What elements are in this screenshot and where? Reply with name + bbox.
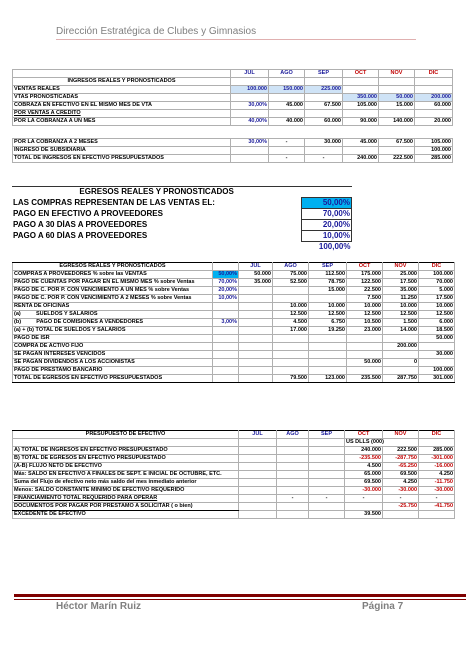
row-label: B) TOTAL DE EGRESOS EN EFECTIVO PRESUPUESTADO <box>13 455 239 463</box>
cell: 50.000 <box>379 94 415 102</box>
cell: - <box>419 495 455 503</box>
cell: 112.500 <box>309 271 347 279</box>
cell: 35.000 <box>239 279 273 287</box>
cell <box>415 86 453 94</box>
table-row <box>13 479 455 487</box>
cell: - <box>269 155 305 163</box>
row-label: PAGO EN EFECTIVO A PROVEEDORES <box>13 209 163 218</box>
page-header-title: Dirección Estratégica de Clubes y Gimnasios <box>56 26 257 37</box>
cell: 285.000 <box>419 447 455 455</box>
cell: -287.750 <box>383 455 419 463</box>
assumptions-title-row <box>12 187 352 198</box>
income-header-row <box>13 70 453 78</box>
cell: 67.500 <box>379 139 415 147</box>
cell: 52.500 <box>273 279 309 287</box>
row-label: Menos: SALDO CONSTANTE MÍNIMO DE EFECTIVO REQUERIDO <box>13 487 239 495</box>
cell: 3,00% <box>213 319 239 327</box>
table-row <box>13 279 455 287</box>
table-row <box>13 303 455 311</box>
col-jul: JUL <box>231 70 269 78</box>
cell: 70,00% <box>301 209 351 220</box>
cell: 15.000 <box>379 102 415 110</box>
table-row <box>13 335 455 343</box>
cell: 200.000 <box>415 94 453 102</box>
cell: 18.500 <box>419 327 455 335</box>
row-label: A) TOTAL DE INGRESOS EN EFECTIVO PRESUPUESTADO <box>13 447 239 455</box>
expense-table <box>12 262 455 383</box>
cell: 11.250 <box>383 295 419 303</box>
cell: - <box>305 155 343 163</box>
cell: 40,00% <box>231 118 269 126</box>
cell: 100.000 <box>419 367 455 375</box>
cell: -30.000 <box>383 487 419 495</box>
col-jul: JUL <box>239 431 277 439</box>
row-label: POR LA COBRANZA A UN MES <box>13 118 231 126</box>
cell: 222.500 <box>379 155 415 163</box>
cell: 12.500 <box>347 311 383 319</box>
cell: 100.000 <box>231 86 269 94</box>
row-label: Suma del Flujo de efectivo neto más saldo del mes inmediato anterior <box>13 479 239 487</box>
cell: 20,00% <box>301 220 351 231</box>
cell: 140.000 <box>379 118 415 126</box>
row-label: PAGO DE CUENTAS POR PAGAR EN EL MISMO MES % sobre Ventas <box>13 279 213 287</box>
cell: 10.000 <box>419 303 455 311</box>
cell: 50,00% <box>301 198 351 209</box>
cell: 4.500 <box>273 319 309 327</box>
header-divider <box>56 39 416 40</box>
cell: 69.500 <box>345 479 383 487</box>
cell: 69.500 <box>383 471 419 479</box>
cell: 65.000 <box>345 471 383 479</box>
cell: 12.500 <box>419 311 455 319</box>
cell: 12.500 <box>383 311 419 319</box>
col-oct: OCT <box>343 70 379 78</box>
cell: 20,00% <box>213 287 239 295</box>
row-label: COMPRA DE ACTIVO FIJO <box>13 343 213 351</box>
income-header-blank <box>13 70 231 78</box>
table-row <box>13 487 455 495</box>
table-row <box>13 110 453 118</box>
table-row <box>13 139 453 147</box>
table-row <box>13 511 455 519</box>
cell: 10.500 <box>347 319 383 327</box>
table-row <box>12 198 352 209</box>
table-row <box>13 102 453 110</box>
cell: 39.500 <box>345 511 383 519</box>
cell: 301.000 <box>419 375 455 383</box>
cell: - <box>309 495 345 503</box>
table-row <box>13 287 455 295</box>
cell: 7.500 <box>347 295 383 303</box>
cell: - <box>345 495 383 503</box>
cell: 75.000 <box>273 271 309 279</box>
cell: 40.000 <box>269 118 305 126</box>
cell: 12.500 <box>309 311 347 319</box>
table-row <box>13 319 455 327</box>
cash-budget-table <box>12 430 455 519</box>
table-row <box>12 231 352 242</box>
cell: 10.000 <box>383 303 419 311</box>
table-row <box>13 271 455 279</box>
row-label: INGRESO DE SUBSIDIARIA <box>13 147 231 155</box>
cell: 105.000 <box>343 102 379 110</box>
row-label: RENTA DE OFICINAS <box>13 303 213 311</box>
cell: 4.250 <box>383 479 419 487</box>
income-title: INGRESOS REALES Y PRONOSTICADOS <box>13 78 231 86</box>
assumptions-title: EGRESOS REALES Y PRONOSTICADOS <box>12 187 301 198</box>
cell <box>231 94 269 102</box>
cell: 22.500 <box>347 287 383 295</box>
table-row <box>12 242 352 253</box>
cell: 30,00% <box>231 139 269 147</box>
table-row <box>13 447 455 455</box>
cell: 10,00% <box>213 295 239 303</box>
col-ago: AGO <box>273 263 309 271</box>
row-label: (b) PAGO DE COMISIONES A VENDEDORES <box>13 319 213 327</box>
cell: 287.750 <box>383 375 419 383</box>
cell <box>343 86 379 94</box>
row-label: COMPRAS A PROVEEDORES % sobre las VENTAS <box>13 271 213 279</box>
cell: 225.000 <box>305 86 343 94</box>
cell: 6.750 <box>309 319 347 327</box>
unit-label: US DLLS (000) <box>345 439 419 447</box>
cell: 35.000 <box>383 287 419 295</box>
footer-rule-thin <box>14 599 466 600</box>
footer-author: Héctor Marín Ruiz <box>56 601 142 612</box>
table-row <box>13 327 455 335</box>
cell: 50.000 <box>419 335 455 343</box>
cell: 15.000 <box>309 287 347 295</box>
table-row <box>13 471 455 479</box>
cell: 23.000 <box>347 327 383 335</box>
row-label: DOCUMENTOS POR PAGAR POR PRÉSTAMO A SOLICITAR ( o bien) <box>13 503 239 511</box>
table-row <box>13 126 453 139</box>
cell: 79.500 <box>273 375 309 383</box>
row-label: SE PAGAN INTERESES VENCIDOS <box>13 351 213 359</box>
col-dic: DIC <box>419 263 455 271</box>
row-label: TOTAL DE EGRESOS EN EFECTIVO PRESUPUESTADOS <box>13 375 213 383</box>
table-row <box>13 455 455 463</box>
table-row <box>13 86 453 94</box>
table-row <box>13 463 455 471</box>
row-label: TOTAL DE INGRESOS EN EFECTIVO PRESUPUESTADOS <box>13 155 231 163</box>
cell: -301.000 <box>419 455 455 463</box>
col-ago: AGO <box>269 70 305 78</box>
row-label: PAGO DE C. POR P. CON VENCIMIENTO A UN MES % sobre Ventas <box>13 287 213 295</box>
cell: 240.000 <box>343 155 379 163</box>
col-nov: NOV <box>383 431 419 439</box>
cell: 100.000 <box>419 271 455 279</box>
cell: 105.000 <box>415 139 453 147</box>
cell: 60.000 <box>305 118 343 126</box>
col-dic: DIC <box>415 70 453 78</box>
table-row <box>12 220 352 231</box>
cell: 350.000 <box>343 94 379 102</box>
cell: 10.000 <box>273 303 309 311</box>
cell: 60.000 <box>415 102 453 110</box>
col-nov: NOV <box>383 263 419 271</box>
cell: 123.000 <box>309 375 347 383</box>
cell: 30.000 <box>419 351 455 359</box>
table-row <box>13 311 455 319</box>
row-label: PAGO DE PRÉSTAMO BANCARIO <box>13 367 213 375</box>
cell: 90.000 <box>343 118 379 126</box>
cell: 70,00% <box>213 279 239 287</box>
col-oct: OCT <box>347 263 383 271</box>
col-ago: AGO <box>277 431 309 439</box>
row-label: EXCEDENTE DE EFECTIVO <box>13 511 239 519</box>
cell: 19.250 <box>309 327 347 335</box>
cell: 20.000 <box>415 118 453 126</box>
cell: - <box>269 139 305 147</box>
footer-page-number: Página 7 <box>362 601 404 612</box>
expense-assumptions-table <box>12 186 352 252</box>
cell: -41.750 <box>419 503 455 511</box>
row-label: LAS COMPRAS REPRESENTAN DE LAS VENTAS EL: <box>13 198 215 207</box>
cell: 100.000 <box>415 147 453 155</box>
table-row <box>13 375 455 383</box>
col-dic: DIC <box>419 431 455 439</box>
cell: 25.000 <box>383 271 419 279</box>
col-nov: NOV <box>379 70 415 78</box>
row-label: FINANCIAMIENTO TOTAL REQUERIDO PARA OPERAR <box>13 495 239 503</box>
row-label: PAGO DE ISR <box>13 335 213 343</box>
table-row <box>13 118 453 126</box>
cell: - <box>383 495 419 503</box>
cash-title: PRESUPUESTO DE EFECTIVO <box>13 431 239 439</box>
row-label: (a) + (b) TOTAL DE SUELDOS Y SALARIOS <box>13 327 213 335</box>
cell: 10.000 <box>309 303 347 311</box>
cell: 14.000 <box>383 327 419 335</box>
row-label: VENTAS REALES <box>13 86 231 94</box>
table-row <box>12 209 352 220</box>
cell: 30,00% <box>231 102 269 110</box>
cell: 100,00% <box>301 242 351 253</box>
cell: - <box>277 495 309 503</box>
cell: 150.000 <box>269 86 305 94</box>
expense-header-row <box>13 263 455 271</box>
cell: 175.000 <box>347 271 383 279</box>
unit-row <box>13 439 455 447</box>
cell: 17.500 <box>419 295 455 303</box>
row-label: PAGO A 60 DÍAS A PROVEEDORES <box>13 231 148 240</box>
cell: 17.500 <box>383 279 419 287</box>
income-table <box>12 69 453 163</box>
row-label: COBRAZA EN EFECTIVO EN EL MISMO MES DE VTA <box>13 102 231 110</box>
cell: 10,00% <box>301 231 351 242</box>
cell: 1.500 <box>383 319 419 327</box>
col-sep: SEP <box>305 70 343 78</box>
cell: -235.500 <box>345 455 383 463</box>
cell: -30.000 <box>345 487 383 495</box>
cell <box>269 94 305 102</box>
row-label: PAGO A 30 DÍAS A PROVEEDORES <box>13 220 148 229</box>
cell: -11.750 <box>419 479 455 487</box>
col-sep: SEP <box>309 263 347 271</box>
income-title-row <box>13 78 453 86</box>
table-row <box>13 503 455 511</box>
cell: 45.000 <box>343 139 379 147</box>
cell: 67.500 <box>305 102 343 110</box>
table-row <box>13 94 453 102</box>
cell: -16.000 <box>419 463 455 471</box>
cell: 10.000 <box>347 303 383 311</box>
row-label: PAGO DE C. POR P. CON VENCIMIENTO A 2 MESES % sobre Ventas <box>13 295 213 303</box>
cell: 6.000 <box>419 319 455 327</box>
row-label: (A-B) FLUJO NETO DE EFECTIVO <box>13 463 239 471</box>
table-row <box>13 155 453 163</box>
cell: 17.000 <box>273 327 309 335</box>
row-label: SE PAGAN DIVIDENDOS A LOS ACCIONISTAS <box>13 359 213 367</box>
cell: 200.000 <box>383 343 419 351</box>
cell: 222.500 <box>383 447 419 455</box>
footer-rule-thick <box>14 594 466 597</box>
cell <box>305 94 343 102</box>
cell <box>379 86 415 94</box>
cell: 235.500 <box>347 375 383 383</box>
col-oct: OCT <box>345 431 383 439</box>
table-row <box>13 295 455 303</box>
cash-header-row <box>13 431 455 439</box>
cell: 30.000 <box>305 139 343 147</box>
cell: 50,00% <box>213 271 239 279</box>
table-row <box>13 351 455 359</box>
cell: 285.000 <box>415 155 453 163</box>
row-label: POR LA COBRANZA A 2 MESES <box>13 139 231 147</box>
cell: 45.000 <box>269 102 305 110</box>
row-label: VTAS PRONOSTICADAS <box>13 94 231 102</box>
row-label: Más: SALDO EN EFECTIVO A FINALES DE SEPT. E INICIAL DE OCTUBRE, ETC. <box>13 471 239 479</box>
cell: -25.750 <box>383 503 419 511</box>
cell: 4.250 <box>419 471 455 479</box>
col-jul: JUL <box>239 263 273 271</box>
cell: -30.000 <box>419 487 455 495</box>
cell: 5.000 <box>419 287 455 295</box>
col-sep: SEP <box>309 431 345 439</box>
cell: 0 <box>383 359 419 367</box>
row-label: (a) SUELDOS Y SALARIOS <box>13 311 213 319</box>
cell: 70.000 <box>419 279 455 287</box>
cell: 78.750 <box>309 279 347 287</box>
expense-title: EGRESOS REALES Y PRONOSTICADOS <box>13 263 213 271</box>
cell: -65.250 <box>383 463 419 471</box>
cell: 12.500 <box>273 311 309 319</box>
table-row <box>13 359 455 367</box>
cell: 240.000 <box>345 447 383 455</box>
cell: 50.000 <box>347 359 383 367</box>
table-row <box>13 147 453 155</box>
table-row <box>13 495 455 503</box>
cell: 122.500 <box>347 279 383 287</box>
table-row <box>13 367 455 375</box>
cell: 50.000 <box>239 271 273 279</box>
row-label: POR VENTAS A CRÉDITO <box>13 110 231 118</box>
table-row <box>13 343 455 351</box>
cell: 4.500 <box>345 463 383 471</box>
